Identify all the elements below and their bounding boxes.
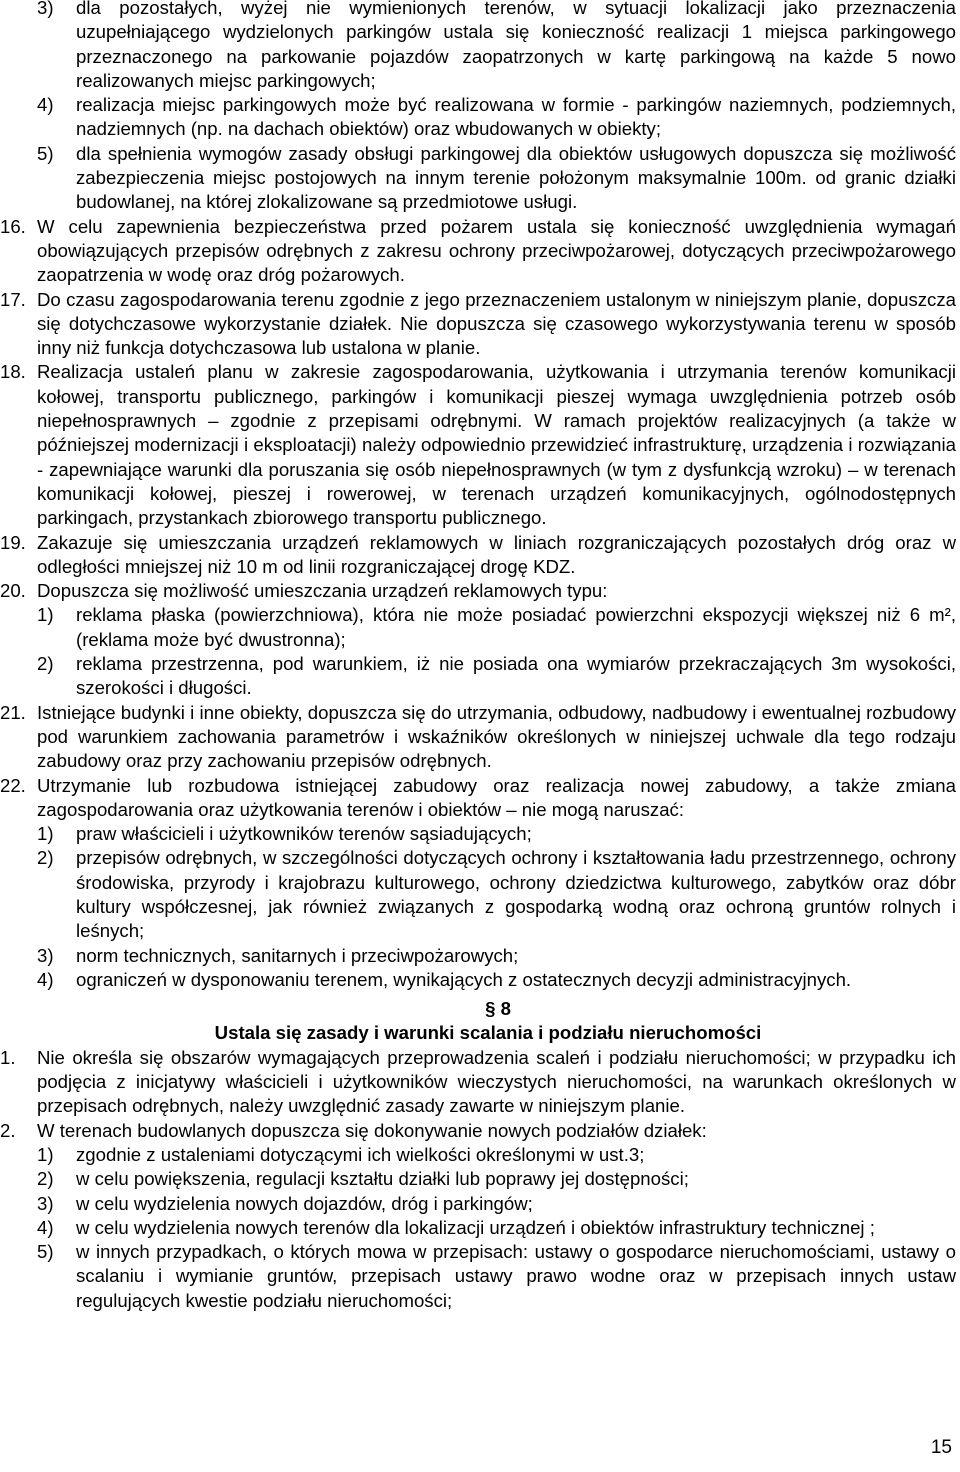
item-number: 2) [37,1168,54,1190]
item-text: Realizacja ustaleń planu w zakresie zagospodarowania, użytkowania i utrzymania terenów komunikacji kołowej, transportu publicznego, parkingów i komunikacji pieszej wymaga uwzględnienia potrzeb osób niepełnosprawnych – zgodnie z przepisami odrębnymi. W ramach projektów realizacyjnych (a także w późniejszej modernizacji i eksploatacji) należy odpowiednio przewidzieć infrastrukturę, urządzenia i rozwiązania - zapewniające warunki dla poruszania się osób niepełnosprawnych (w tym z dysfunkcją wzroku) – w terenach komunikacji kołowej, pieszej i rowerowej, w terenach urządzeń komunikacyjnych, ogólnodostępnych parkingach, przystankach zbiorowego transportu publicznego. [37,361,956,529]
item-number: 2) [37,653,54,675]
item-text: ograniczeń w dysponowaniu terenem, wynikających z ostatecznych decyzji administracyjnych. [76,968,852,990]
item-number: 2. [0,1119,16,1141]
paragraph-item [0,531,956,580]
item-text: zgodnie z ustaleniami dotyczącymi ich wielkości określonymi w ust.3; [76,1143,645,1165]
item-text: Dopuszcza się możliwość umieszczania urządzeń reklamowych typu: [37,580,608,602]
item-number: 2) [37,847,54,869]
item-text: Zakazuje się umieszczania urządzeń reklamowych w liniach rozgraniczających pozostałych dróg oraz w odległości mniejszej niż 10 m od linii rozgraniczającej drogę KDZ. [37,531,956,577]
item-text: Do czasu zagospodarowania terenu zgodnie z jego przeznaczeniem ustalonym w niniejszym planie, dopuszcza się dotychczasowe wykorzystanie działek. Nie dopuszcza się czasowego wykorzystywania terenu w sposób inny niż funkcja dotychczasowa lub ustalona w planie. [37,288,956,359]
item-number: 4) [37,94,54,116]
item-text: reklama płaska (powierzchniowa), która nie może posiadać powierzchni ekspozycji większej niż 6 m², (reklama może być dwustronna); [76,604,956,650]
subpoint-item [0,1240,956,1313]
paragraph-item [0,701,956,774]
item-number: 19. [0,531,26,553]
paragraph-item [0,1119,956,1143]
item-text: W terenach budowlanych dopuszcza się dokonywanie nowych podziałów działek: [37,1119,707,1141]
subpoint-item [0,822,956,846]
paragraph-item [0,774,956,823]
subpoint-item [0,93,956,142]
item-text: Utrzymanie lub rozbudowa istniejącej zabudowy oraz realizacja nowej zabudowy, a także zmiana zagospodarowania oraz użytkowania terenów i obiektów – nie mogą naruszać: [37,774,956,820]
item-number: 3) [37,1192,54,1214]
item-number: 21. [0,701,26,723]
item-number: 3) [37,944,54,966]
item-number: 5) [37,1241,54,1263]
item-number: 17. [0,288,26,310]
subpoint-item [0,1192,956,1216]
item-text: w innych przypadkach, o których mowa w przepisach: ustawy o gospodarce nieruchomościami, ustawy o scalaniu i wymianie gruntów, przepisach ustawy prawo wodne oraz w przepisach innych ustaw regulujących kwestie podziału nieruchomości; [76,1241,956,1311]
item-number: 18. [0,361,26,383]
subpoint-item [0,0,956,93]
subpoint-item [0,142,956,215]
paragraph-item [0,288,956,361]
subpoint-item [0,603,956,652]
subpoint-item [0,1143,956,1167]
paragraph-item [0,215,956,288]
page-number: 15 [930,1437,952,1458]
item-number: 16. [0,215,26,237]
section-8-provisions-list [0,1046,956,1313]
item-text: przepisów odrębnych, w szczególności dotyczących ochrony i kształtowania ładu przestrzennego, ochrony środowiska, przyrody i krajobrazu kulturowego, ochrony dziedzictwa kulturowego, zabytków oraz dóbr kultury współczesnej, jak również związanych z gospodarką wodną oraz ochroną gruntów rolnych i leśnych; [76,847,956,942]
subpoint-item [0,944,956,968]
item-text: norm technicznych, sanitarnych i przeciwpożarowych; [76,944,519,966]
paragraph-item [0,1046,956,1119]
item-text: Nie określa się obszarów wymagających przeprowadzenia scaleń i podziału nieruchomości; w przypadku ich podjęcia z inicjatywy właścicieli i użytkowników wieczystych nieruchomości, na warunkach określonych w przepisach odrębnych, należy uwzględnić zasady zawarte w niniejszym planie. [37,1046,956,1117]
section-title: Ustala się zasady i warunki scalania i podziału nieruchomości [214,1022,762,1044]
item-number: 20. [0,580,26,602]
item-text: dla spełnienia wymogów zasady obsługi parkingowej dla obiektów usługowych dopuszcza się możliwość zabezpieczenia miejsc postojowych na innym terenie położonym maksymalnie 100m. od granic działki budowlanej, na której zlokalizowane są przedmiotowe usługi. [76,142,956,213]
item-number: 1) [37,604,54,626]
item-text: w celu wydzielenia nowych dojazdów, dróg i parkingów; [76,1192,533,1214]
paragraph-item [0,579,956,603]
item-number: 4) [37,968,54,990]
item-text: dla pozostałych, wyżej nie wymienionych terenów, w sytuacji lokalizacji jako przeznaczenia uzupełniającego wydzielonych parkingów ustala się konieczność realizacji 1 miejsca parkingowego przeznaczonego na parkowanie pojazdów zaopatrzonych w kartę parkingową na każde 5 nowo realizowanych miejsc parkingowych; [76,0,956,91]
item-number: 5) [37,142,54,164]
subpoint-item [0,652,956,701]
paragraph-item [0,360,956,530]
item-number: 1) [37,823,54,845]
subpoint-item [0,1216,956,1240]
item-text: reklama przestrzenna, pod warunkiem, iż nie posiada ona wymiarów przekraczających 3m wysokości, szerokości i długości. [76,653,956,699]
item-number: 4) [37,1216,54,1238]
item-text: realizacja miejsc parkingowych może być realizowana w formie - parkingów naziemnych, podziemnych, nadziemnych (np. na dachach obiektów) oraz wbudowanych w obiekty; [76,94,956,140]
subpoint-item [0,968,956,992]
item-number: 1. [0,1046,16,1068]
item-text: w celu wydzielenia nowych terenów dla lokalizacji urządzeń i obiektów infrastruktury technicznej ; [76,1216,875,1238]
item-number: 3) [37,0,54,18]
subpoint-item [0,1167,956,1191]
item-text: w celu powiększenia, regulacji kształtu działki lub poprawy jej dostępności; [76,1168,689,1190]
subpoint-item [0,846,956,943]
item-text: praw właścicieli i użytkowników terenów sąsiadujących; [76,823,532,845]
item-text: W celu zapewnienia bezpieczeństwa przed pożarem ustala się konieczność uwzględnienia wymagań obowiązujących przepisów odrębnych z zakresu ochrony przeciwpożarowej, dotyczących przeciwpożarowego zaopatrzenia w wodę oraz dróg pożarowych. [37,215,956,286]
section-number: § 8 [485,998,511,1020]
item-number: 22. [0,774,26,796]
item-number: 1) [37,1143,54,1165]
item-text: Istniejące budynki i inne obiekty, dopuszcza się do utrzymania, odbudowy, nadbudowy i ewentualnej rozbudowy pod warunkiem zachowania parametrów i wskaźników określonych w niniejszej uchwale dla tego rodzaju zabudowy oraz przy zachowaniu przepisów odrębnych. [37,701,956,772]
